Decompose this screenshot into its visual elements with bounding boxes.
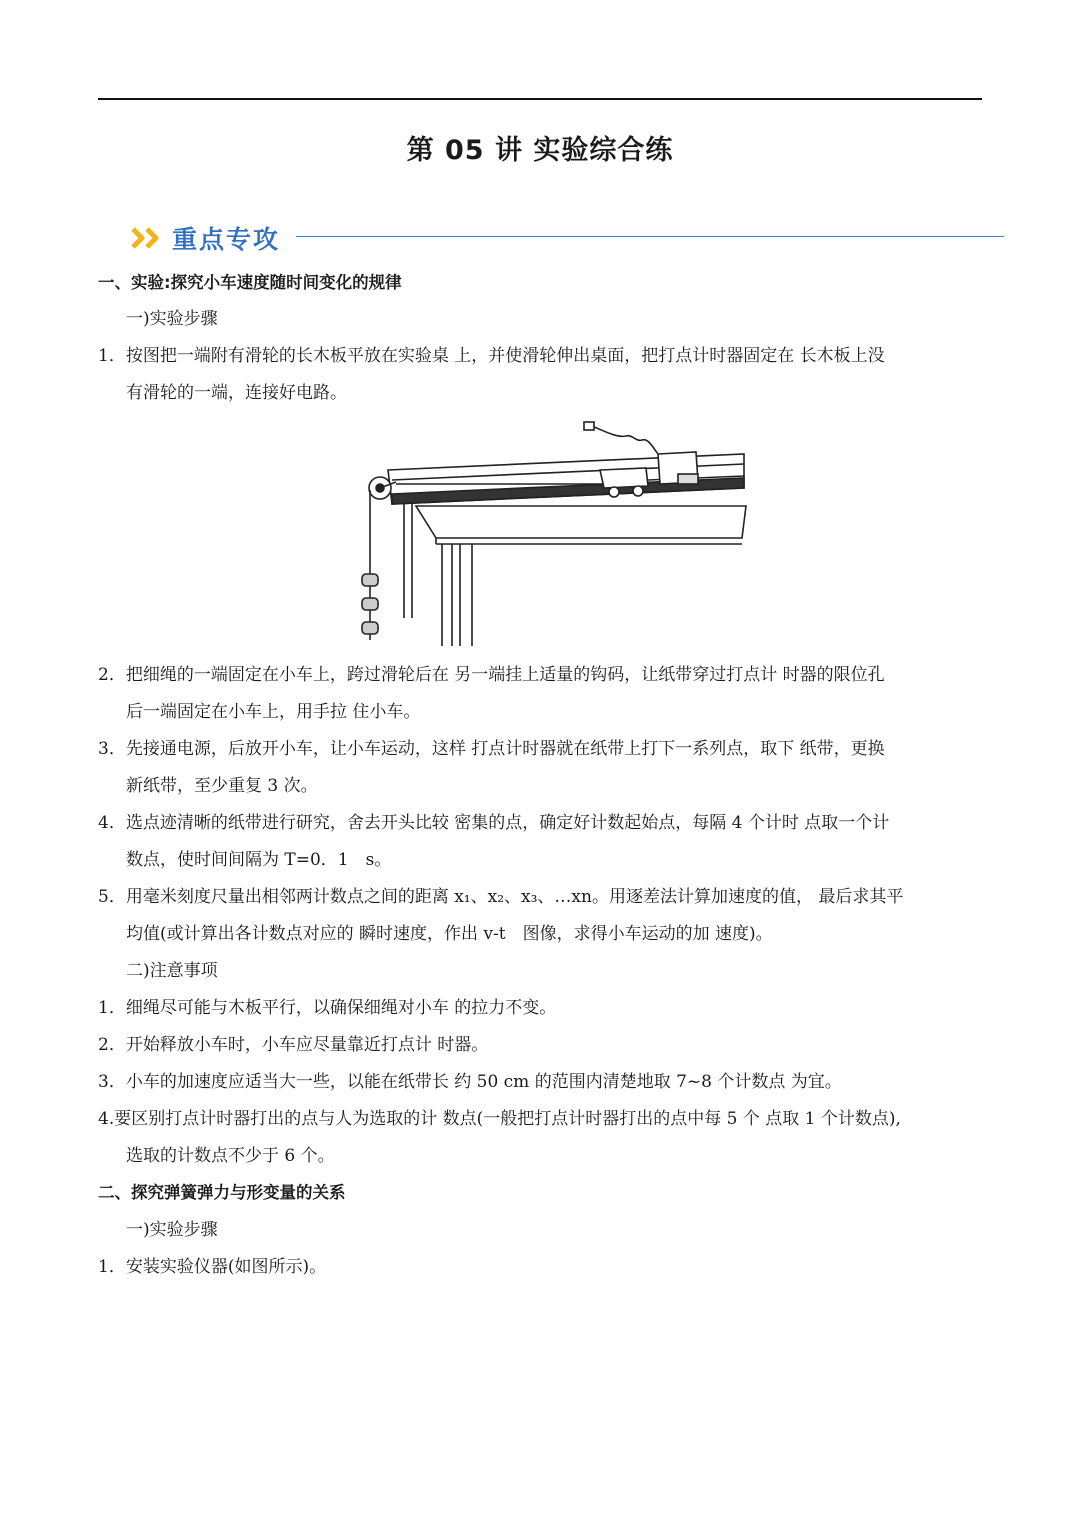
- apparatus-figure: [356, 418, 748, 650]
- s1-step-2: 2．把细绳的一端固定在小车上，跨过滑轮后在 另一端挂上适量的钩码，让纸带穿过打点计 时器的限位孔: [98, 665, 885, 685]
- header-rule: [98, 98, 982, 100]
- s1-step-1: 1．按图把一端附有滑轮的长木板平放在实验桌 上，并使滑轮伸出桌面，把打点计时器固定在 长木板上没: [98, 346, 885, 366]
- s2-step-1: 1．安装实验仪器(如图所示)。: [98, 1257, 327, 1277]
- s1-note-4-cont: 选取的计数点不少于 6 个。: [126, 1146, 335, 1166]
- s1-note-2: 2．开始释放小车时，小车应尽量靠近打点计 时器。: [98, 1035, 489, 1055]
- s1-note-4: 4.要区别打点计时器打出的点与人为选取的计 数点(一般把打点计时器打出的点中每 5 个 点取 1 个计数点),: [98, 1109, 901, 1129]
- section-banner: [130, 218, 1006, 258]
- banner-line: [296, 236, 1004, 237]
- s1-step-3: 3．先接通电源，后放开小车，让小车运动，这样 打点计时器就在纸带上打下一系列点，取下 纸带，更换: [98, 739, 885, 759]
- page-title: 第 05 讲 实验综合练: [406, 135, 674, 166]
- section-1-heading: 一、实验:探究小车速度随时间变化的规律: [98, 273, 402, 292]
- s1-step-3-cont: 新纸带，至少重复 3 次。: [126, 776, 318, 796]
- s1-subheading-notes: 二)注意事项: [126, 961, 218, 981]
- double-chevron-icon: [130, 226, 166, 250]
- s1-step-5-cont: 均值(或计算出各计数点对应的 瞬时速度，作出 v-t 图像，求得小车运动的加 速度)。: [126, 924, 773, 944]
- s1-step-2-cont: 后一端固定在小车上，用手拉 住小车。: [126, 702, 421, 722]
- section-2-heading: 二、探究弹簧弹力与形变量的关系: [98, 1183, 346, 1202]
- s2-subheading-steps: 一)实验步骤: [126, 1220, 218, 1240]
- s1-step-4-cont: 数点，使时间间隔为 T=0．1 s。: [126, 850, 392, 870]
- banner-label: 重点专攻: [172, 225, 281, 254]
- s1-step-1-cont: 有滑轮的一端，连接好电路。: [126, 383, 347, 403]
- s1-subheading-steps: 一)实验步骤: [126, 309, 218, 329]
- s1-note-1: 1．细绳尽可能与木板平行，以确保细绳对小车 的拉力不变。: [98, 998, 557, 1018]
- s1-step-4: 4．选点迹清晰的纸带进行研究，舍去开头比较 密集的点，确定好计数起始点，每隔 4 个计时 点取一个计: [98, 813, 890, 833]
- s1-note-3: 3．小车的加速度应适当大一些，以能在纸带长 约 50 cm 的范围内清楚地取 7~8 个计数点 为宜。: [98, 1072, 842, 1092]
- s1-step-5: 5．用毫米刻度尺量出相邻两计数点之间的距离 x₁、x₂、x₃、…xn。用逐差法计算加速度的值， 最后求其平: [98, 887, 904, 907]
